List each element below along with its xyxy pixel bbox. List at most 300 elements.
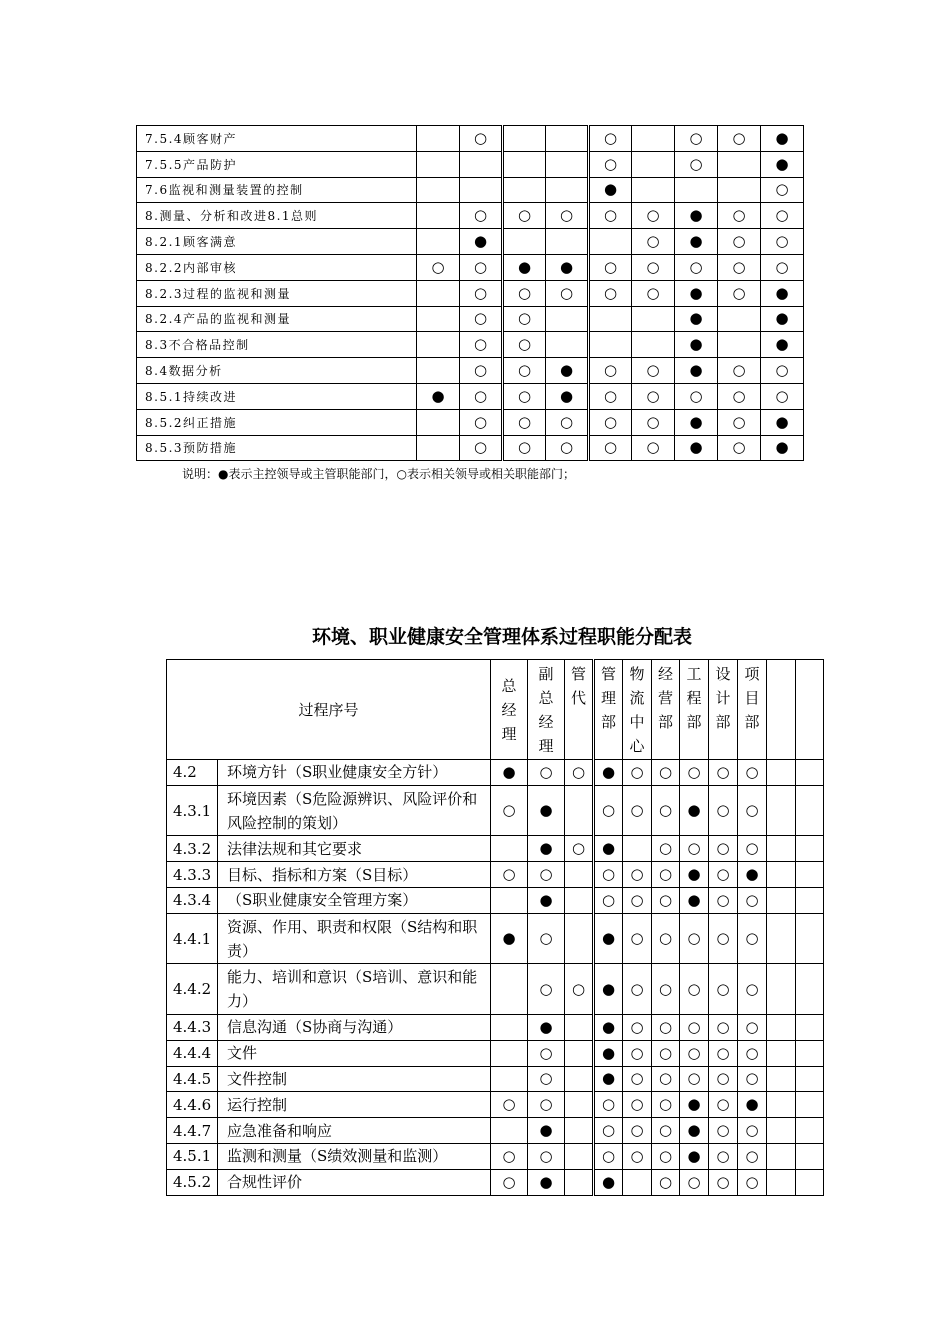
process-label: 7.5.4顾客财产 bbox=[137, 126, 417, 152]
process-number: 4.4.1 bbox=[167, 913, 218, 964]
table-row bbox=[167, 1040, 824, 1066]
column-header bbox=[796, 660, 824, 760]
mark-cell bbox=[417, 280, 460, 306]
mark-cell: ○ bbox=[528, 1092, 565, 1118]
process-label: 资源、作用、职责和权限（S结构和职责） bbox=[218, 913, 491, 964]
mark-cell: ○ bbox=[623, 1143, 652, 1169]
mark-cell: ○ bbox=[652, 836, 680, 862]
mark-cell: ○ bbox=[652, 862, 680, 888]
mark-cell bbox=[417, 358, 460, 384]
mark-cell: ○ bbox=[680, 1169, 709, 1195]
mark-cell: ○ bbox=[632, 229, 675, 255]
mark-cell bbox=[589, 306, 632, 332]
mark-cell: ○ bbox=[652, 887, 680, 913]
mark-cell: ○ bbox=[718, 280, 761, 306]
mark-cell bbox=[565, 1118, 594, 1144]
mark-cell: ● bbox=[528, 1014, 565, 1040]
table-row bbox=[137, 332, 804, 358]
mark-cell: ○ bbox=[709, 862, 738, 888]
mark-cell: ○ bbox=[718, 126, 761, 152]
mark-cell: ● bbox=[761, 306, 804, 332]
mark-cell bbox=[546, 332, 589, 358]
mark-cell: ● bbox=[594, 913, 623, 964]
process-label: 8.5.1持续改进 bbox=[137, 383, 417, 409]
mark-cell bbox=[565, 862, 594, 888]
process-label: 8.测量、分析和改进8.1总则 bbox=[137, 203, 417, 229]
mark-cell: ○ bbox=[589, 358, 632, 384]
mark-cell: ○ bbox=[623, 760, 652, 786]
mark-cell: ○ bbox=[594, 1092, 623, 1118]
mark-cell bbox=[565, 1014, 594, 1040]
mark-cell: ○ bbox=[738, 1040, 767, 1066]
mark-cell: ○ bbox=[589, 435, 632, 461]
mark-cell bbox=[796, 1040, 824, 1066]
process-number: 4.4.7 bbox=[167, 1118, 218, 1144]
process-label: 8.2.2内部审核 bbox=[137, 254, 417, 280]
mark-cell: ○ bbox=[675, 151, 718, 177]
table-row bbox=[137, 435, 804, 461]
mark-cell: ○ bbox=[709, 1040, 738, 1066]
mark-cell: ○ bbox=[503, 306, 546, 332]
mark-cell: ○ bbox=[718, 254, 761, 280]
table-row bbox=[167, 760, 824, 786]
table-row bbox=[167, 785, 824, 836]
mark-cell: ○ bbox=[503, 409, 546, 435]
mark-cell: ○ bbox=[680, 964, 709, 1015]
mark-cell: ○ bbox=[623, 887, 652, 913]
mark-cell: ○ bbox=[709, 1143, 738, 1169]
mark-cell: ○ bbox=[546, 435, 589, 461]
mark-cell: ○ bbox=[652, 1092, 680, 1118]
table-row bbox=[167, 1092, 824, 1118]
mark-cell: ○ bbox=[460, 280, 503, 306]
mark-cell bbox=[796, 1169, 824, 1195]
mark-cell bbox=[767, 836, 796, 862]
table-row bbox=[137, 280, 804, 306]
mark-cell: ○ bbox=[528, 862, 565, 888]
mark-cell: ○ bbox=[460, 126, 503, 152]
mark-cell: ● bbox=[761, 280, 804, 306]
process-label: 文件 bbox=[218, 1040, 491, 1066]
mark-cell: ○ bbox=[709, 785, 738, 836]
mark-cell bbox=[565, 1092, 594, 1118]
process-label: 能力、培训和意识（S培训、意识和能力） bbox=[218, 964, 491, 1015]
process-label: 法律法规和其它要求 bbox=[218, 836, 491, 862]
mark-cell: ● bbox=[546, 358, 589, 384]
mark-cell: ○ bbox=[709, 760, 738, 786]
process-label: 应急准备和响应 bbox=[218, 1118, 491, 1144]
mark-cell: ○ bbox=[589, 151, 632, 177]
mark-cell: ○ bbox=[623, 1118, 652, 1144]
table-row bbox=[167, 964, 824, 1015]
mark-cell bbox=[796, 913, 824, 964]
mark-cell: ○ bbox=[417, 254, 460, 280]
mark-cell: ● bbox=[680, 1143, 709, 1169]
mark-cell: ○ bbox=[738, 1066, 767, 1092]
mark-cell: ○ bbox=[738, 887, 767, 913]
mark-cell bbox=[417, 229, 460, 255]
mark-cell: ● bbox=[417, 383, 460, 409]
mark-cell: ● bbox=[491, 913, 528, 964]
process-label: 信息沟通（S协商与沟通） bbox=[218, 1014, 491, 1040]
mark-cell: ○ bbox=[528, 1040, 565, 1066]
process-label: 7.5.5产品防护 bbox=[137, 151, 417, 177]
process-number: 4.4.3 bbox=[167, 1014, 218, 1040]
mark-cell bbox=[565, 1040, 594, 1066]
mark-cell: ○ bbox=[675, 126, 718, 152]
process-number: 4.5.2 bbox=[167, 1169, 218, 1195]
process-number: 4.2 bbox=[167, 760, 218, 786]
mark-cell bbox=[796, 1118, 824, 1144]
mark-cell bbox=[796, 836, 824, 862]
process-number: 4.4.4 bbox=[167, 1040, 218, 1066]
column-header: 总 经 理 bbox=[491, 660, 528, 760]
mark-cell: ○ bbox=[652, 1066, 680, 1092]
mark-cell bbox=[632, 126, 675, 152]
mark-cell: ○ bbox=[460, 332, 503, 358]
process-number: 4.4.2 bbox=[167, 964, 218, 1015]
process-label: 运行控制 bbox=[218, 1092, 491, 1118]
mark-cell: ○ bbox=[632, 203, 675, 229]
mark-cell: ○ bbox=[738, 785, 767, 836]
mark-cell bbox=[503, 177, 546, 203]
mark-cell: ○ bbox=[503, 358, 546, 384]
mark-cell: ○ bbox=[594, 887, 623, 913]
table-row bbox=[167, 1143, 824, 1169]
mark-cell: ● bbox=[675, 306, 718, 332]
mark-cell bbox=[767, 1040, 796, 1066]
mark-cell bbox=[565, 1143, 594, 1169]
process-number: 4.5.1 bbox=[167, 1143, 218, 1169]
mark-cell: ○ bbox=[709, 1092, 738, 1118]
column-header: 设 计 部 bbox=[709, 660, 738, 760]
mark-cell: ○ bbox=[589, 409, 632, 435]
mark-cell: ○ bbox=[718, 409, 761, 435]
mark-cell: ○ bbox=[594, 1118, 623, 1144]
mark-cell: ○ bbox=[675, 254, 718, 280]
mark-cell bbox=[718, 332, 761, 358]
mark-cell: ○ bbox=[761, 254, 804, 280]
mark-cell: ○ bbox=[589, 126, 632, 152]
mark-cell bbox=[796, 1014, 824, 1040]
mark-cell: ● bbox=[503, 254, 546, 280]
process-number: 4.4.5 bbox=[167, 1066, 218, 1092]
mark-cell bbox=[767, 1014, 796, 1040]
mark-cell bbox=[565, 887, 594, 913]
mark-cell: ● bbox=[528, 1118, 565, 1144]
mark-cell: ○ bbox=[503, 203, 546, 229]
process-label: 文件控制 bbox=[218, 1066, 491, 1092]
mark-cell bbox=[503, 126, 546, 152]
table-row bbox=[137, 306, 804, 332]
column-header: 经 营 部 bbox=[652, 660, 680, 760]
column-header: 管 代 bbox=[565, 660, 594, 760]
process-label: 环境因素（S危险源辨识、风险评价和风险控制的策划） bbox=[218, 785, 491, 836]
mark-cell bbox=[546, 229, 589, 255]
mark-cell: ● bbox=[675, 358, 718, 384]
mark-cell bbox=[796, 964, 824, 1015]
mark-cell bbox=[767, 964, 796, 1015]
mark-cell bbox=[767, 913, 796, 964]
mark-cell: ○ bbox=[738, 1143, 767, 1169]
table-row bbox=[167, 913, 824, 964]
mark-cell bbox=[796, 760, 824, 786]
process-label: 8.2.1顾客满意 bbox=[137, 229, 417, 255]
mark-cell bbox=[796, 1066, 824, 1092]
process-label: 监测和测量（S绩效测量和监测） bbox=[218, 1143, 491, 1169]
mark-cell: ○ bbox=[718, 203, 761, 229]
process-label: （S职业健康安全管理方案） bbox=[218, 887, 491, 913]
mark-cell bbox=[623, 1169, 652, 1195]
mark-cell: ○ bbox=[718, 229, 761, 255]
mark-cell: ○ bbox=[623, 913, 652, 964]
mark-cell: ○ bbox=[503, 435, 546, 461]
table-row bbox=[167, 836, 824, 862]
table-row bbox=[137, 151, 804, 177]
mark-cell: ○ bbox=[491, 1092, 528, 1118]
mark-cell bbox=[491, 836, 528, 862]
mark-cell: ○ bbox=[761, 177, 804, 203]
mark-cell bbox=[632, 332, 675, 358]
mark-cell bbox=[546, 151, 589, 177]
mark-cell: ○ bbox=[594, 785, 623, 836]
mark-cell: ● bbox=[546, 383, 589, 409]
mark-cell: ○ bbox=[460, 383, 503, 409]
mark-cell: ● bbox=[675, 435, 718, 461]
mark-cell: ● bbox=[594, 760, 623, 786]
mark-cell bbox=[767, 1066, 796, 1092]
process-label: 环境方针（S职业健康安全方针） bbox=[218, 760, 491, 786]
page-title: 环境、职业健康安全管理体系过程职能分配表 bbox=[311, 626, 692, 648]
mark-cell bbox=[491, 1040, 528, 1066]
process-number: 4.3.4 bbox=[167, 887, 218, 913]
mark-cell bbox=[491, 887, 528, 913]
mark-cell: ● bbox=[761, 435, 804, 461]
table-row bbox=[137, 203, 804, 229]
mark-cell: ○ bbox=[460, 203, 503, 229]
mark-cell: ● bbox=[761, 126, 804, 152]
mark-cell bbox=[796, 1092, 824, 1118]
mark-cell: ○ bbox=[594, 1143, 623, 1169]
mark-cell: ○ bbox=[709, 1066, 738, 1092]
mark-cell: ● bbox=[675, 229, 718, 255]
column-header: 物 流 中 心 bbox=[623, 660, 652, 760]
mark-cell: ○ bbox=[709, 836, 738, 862]
mark-cell bbox=[589, 332, 632, 358]
mark-cell: ○ bbox=[652, 785, 680, 836]
mark-cell: ○ bbox=[652, 913, 680, 964]
table-row bbox=[137, 126, 804, 152]
table-row bbox=[167, 862, 824, 888]
mark-cell bbox=[460, 177, 503, 203]
mark-cell: ○ bbox=[528, 964, 565, 1015]
mark-cell: ○ bbox=[709, 1118, 738, 1144]
mark-cell: ○ bbox=[652, 1169, 680, 1195]
mark-cell bbox=[491, 1014, 528, 1040]
mark-cell: ● bbox=[528, 785, 565, 836]
mark-cell bbox=[546, 126, 589, 152]
mark-cell bbox=[565, 1169, 594, 1195]
mark-cell: ● bbox=[589, 177, 632, 203]
mark-cell: ○ bbox=[460, 409, 503, 435]
mark-cell: ○ bbox=[632, 358, 675, 384]
mark-cell bbox=[632, 151, 675, 177]
mark-cell bbox=[589, 229, 632, 255]
mark-cell: ● bbox=[675, 203, 718, 229]
header-row bbox=[167, 660, 824, 760]
mark-cell: ● bbox=[594, 1169, 623, 1195]
mark-cell: ○ bbox=[738, 836, 767, 862]
mark-cell: ○ bbox=[680, 760, 709, 786]
mark-cell: ● bbox=[594, 964, 623, 1015]
mark-cell: ○ bbox=[709, 1014, 738, 1040]
process-number: 4.3.3 bbox=[167, 862, 218, 888]
mark-cell: ● bbox=[528, 1169, 565, 1195]
mark-cell: ○ bbox=[709, 964, 738, 1015]
mark-cell bbox=[718, 151, 761, 177]
mark-cell bbox=[767, 887, 796, 913]
mark-cell: ○ bbox=[546, 280, 589, 306]
mark-cell: ○ bbox=[460, 435, 503, 461]
mark-cell: ○ bbox=[589, 280, 632, 306]
mark-cell: ● bbox=[675, 409, 718, 435]
mark-cell bbox=[417, 332, 460, 358]
mark-cell bbox=[491, 964, 528, 1015]
mark-cell bbox=[417, 203, 460, 229]
mark-cell: ○ bbox=[460, 358, 503, 384]
legend-note: 说明：●表示主控领导或主管职能部门，○表示相关领导或相关职能部门； bbox=[182, 467, 575, 481]
mark-cell: ○ bbox=[680, 836, 709, 862]
mark-cell: ○ bbox=[632, 409, 675, 435]
mark-cell bbox=[767, 1143, 796, 1169]
mark-cell: ○ bbox=[632, 435, 675, 461]
mark-cell: ○ bbox=[675, 383, 718, 409]
mark-cell: ○ bbox=[546, 203, 589, 229]
mark-cell bbox=[632, 177, 675, 203]
mark-cell: ○ bbox=[761, 358, 804, 384]
process-label: 目标、指标和方案（S目标） bbox=[218, 862, 491, 888]
table-row bbox=[167, 887, 824, 913]
mark-cell: ○ bbox=[623, 785, 652, 836]
process-header: 过程序号 bbox=[167, 660, 491, 760]
mark-cell: ○ bbox=[761, 203, 804, 229]
mark-cell: ○ bbox=[761, 229, 804, 255]
mark-cell: ● bbox=[460, 229, 503, 255]
mark-cell bbox=[460, 151, 503, 177]
mark-cell bbox=[491, 1118, 528, 1144]
mark-cell: ● bbox=[680, 1092, 709, 1118]
top-function-table bbox=[136, 125, 804, 461]
mark-cell: ○ bbox=[680, 1014, 709, 1040]
process-label: 7.6监视和测量装置的控制 bbox=[137, 177, 417, 203]
mark-cell bbox=[417, 151, 460, 177]
mark-cell: ○ bbox=[594, 862, 623, 888]
column-header: 项 目 部 bbox=[738, 660, 767, 760]
mark-cell: ○ bbox=[652, 760, 680, 786]
mark-cell: ○ bbox=[528, 760, 565, 786]
mark-cell: ● bbox=[680, 1118, 709, 1144]
mark-cell bbox=[417, 126, 460, 152]
mark-cell: ● bbox=[680, 887, 709, 913]
mark-cell bbox=[718, 306, 761, 332]
mark-cell: ○ bbox=[528, 1066, 565, 1092]
mark-cell: ○ bbox=[680, 913, 709, 964]
mark-cell bbox=[417, 177, 460, 203]
mark-cell bbox=[675, 177, 718, 203]
mark-cell bbox=[417, 409, 460, 435]
bottom-function-table bbox=[166, 659, 824, 1196]
mark-cell: ○ bbox=[589, 203, 632, 229]
process-label: 8.4数据分析 bbox=[137, 358, 417, 384]
table-row bbox=[137, 358, 804, 384]
column-header bbox=[767, 660, 796, 760]
mark-cell: ○ bbox=[589, 383, 632, 409]
mark-cell bbox=[718, 177, 761, 203]
mark-cell bbox=[767, 785, 796, 836]
mark-cell: ○ bbox=[491, 1169, 528, 1195]
mark-cell: ○ bbox=[738, 760, 767, 786]
mark-cell: ● bbox=[675, 332, 718, 358]
mark-cell bbox=[546, 177, 589, 203]
mark-cell: ● bbox=[594, 836, 623, 862]
mark-cell: ○ bbox=[652, 1143, 680, 1169]
mark-cell: ○ bbox=[460, 254, 503, 280]
mark-cell: ● bbox=[680, 862, 709, 888]
mark-cell: ○ bbox=[652, 1118, 680, 1144]
mark-cell bbox=[767, 760, 796, 786]
mark-cell: ○ bbox=[652, 1014, 680, 1040]
mark-cell: ○ bbox=[491, 785, 528, 836]
mark-cell: ○ bbox=[738, 1014, 767, 1040]
mark-cell: ○ bbox=[623, 1092, 652, 1118]
mark-cell: ○ bbox=[503, 332, 546, 358]
process-number: 4.4.6 bbox=[167, 1092, 218, 1118]
column-header: 工 程 部 bbox=[680, 660, 709, 760]
mark-cell: ○ bbox=[709, 913, 738, 964]
process-label: 8.3不合格品控制 bbox=[137, 332, 417, 358]
mark-cell bbox=[565, 913, 594, 964]
mark-cell: ○ bbox=[718, 435, 761, 461]
mark-cell: ● bbox=[761, 409, 804, 435]
mark-cell bbox=[623, 836, 652, 862]
mark-cell: ● bbox=[528, 887, 565, 913]
mark-cell: ○ bbox=[761, 383, 804, 409]
mark-cell: ○ bbox=[565, 964, 594, 1015]
table-row bbox=[167, 1014, 824, 1040]
mark-cell bbox=[565, 785, 594, 836]
mark-cell bbox=[565, 1066, 594, 1092]
process-label: 合规性评价 bbox=[218, 1169, 491, 1195]
process-number: 4.3.2 bbox=[167, 836, 218, 862]
process-label: 8.2.4产品的监视和测量 bbox=[137, 306, 417, 332]
mark-cell: ○ bbox=[460, 306, 503, 332]
mark-cell: ○ bbox=[565, 836, 594, 862]
table-row bbox=[167, 1118, 824, 1144]
mark-cell: ○ bbox=[718, 358, 761, 384]
table-row bbox=[137, 383, 804, 409]
mark-cell: ● bbox=[761, 332, 804, 358]
column-header: 副 总 经 理 bbox=[528, 660, 565, 760]
mark-cell: ○ bbox=[503, 280, 546, 306]
mark-cell: ● bbox=[738, 862, 767, 888]
mark-cell: ● bbox=[594, 1014, 623, 1040]
mark-cell bbox=[417, 435, 460, 461]
mark-cell: ○ bbox=[623, 862, 652, 888]
mark-cell: ● bbox=[675, 280, 718, 306]
mark-cell: ○ bbox=[680, 1066, 709, 1092]
mark-cell: ○ bbox=[652, 964, 680, 1015]
mark-cell: ○ bbox=[623, 1040, 652, 1066]
